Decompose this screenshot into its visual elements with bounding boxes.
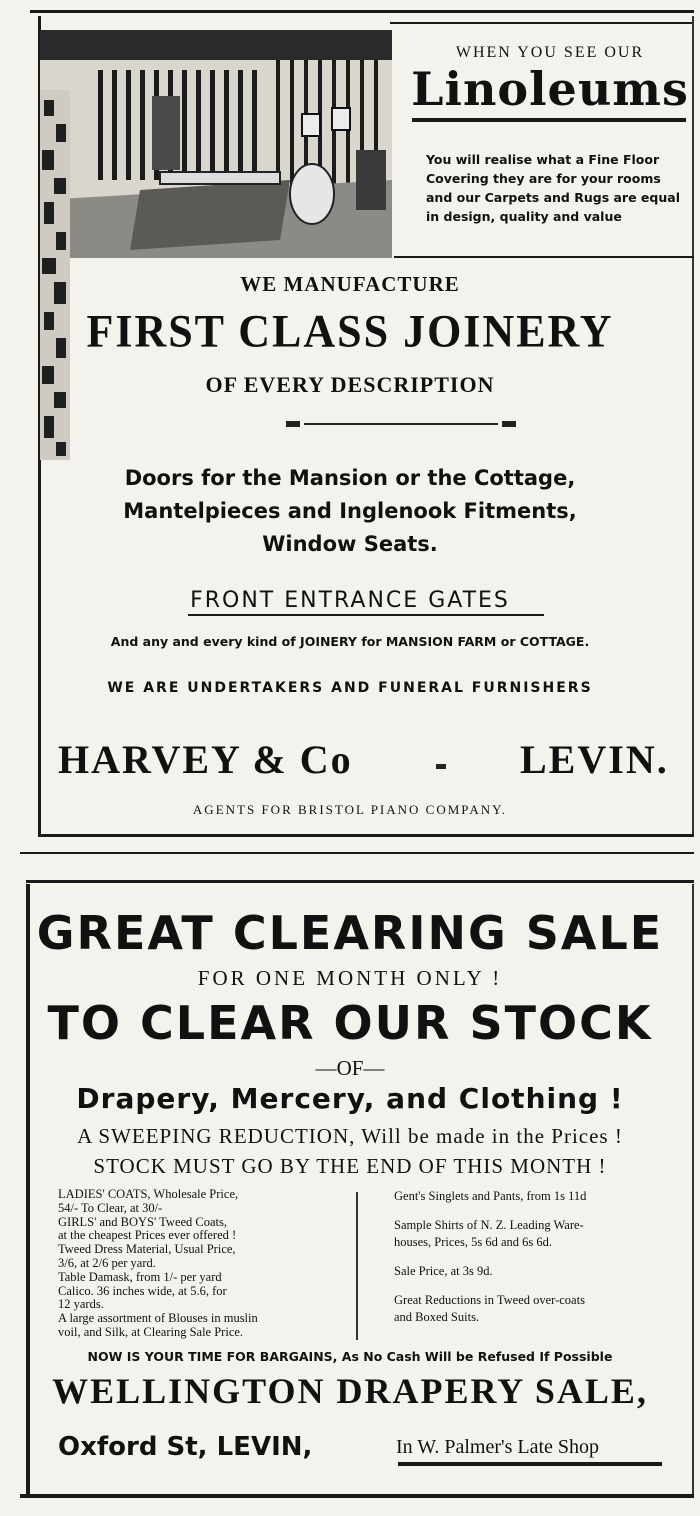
lino-heading: WHEN YOU SEE OUR xyxy=(455,44,645,61)
sale-headline: GREAT CLEARING SALE xyxy=(36,906,664,960)
lino-description xyxy=(426,150,691,226)
lino-text-line: in design, quality and value xyxy=(426,209,622,224)
divider-rule xyxy=(20,852,694,854)
bargains-line: NOW IS YOUR TIME FOR BARGAINS, As No Cash Will be Refused If Possible xyxy=(87,1349,613,1364)
sale-item-line: A large assortment of Blouses in muslin xyxy=(58,1311,258,1326)
stock-must-go-line: STOCK MUST GO BY THE END OF THIS MONTH ! xyxy=(93,1154,607,1178)
sale-item-line: Tweed Dress Material, Usual Price, xyxy=(58,1242,236,1257)
entrance-gates-line: FRONT ENTRANCE GATES xyxy=(190,588,510,613)
lino-title: Linoleums xyxy=(411,62,689,116)
sale-item-line: 54/- To Clear, at 30/- xyxy=(58,1200,163,1215)
gates-underline xyxy=(188,614,544,616)
joinery-scope-line: And any and every kind of JOINERY for MANSION FARM or COTTAGE. xyxy=(110,634,590,649)
top-rule xyxy=(30,10,694,13)
sale-items-left-column xyxy=(58,1188,350,1340)
lino-text-line: and our Carpets and Rugs are equal xyxy=(426,190,680,205)
product-line: Window Seats. xyxy=(262,532,438,556)
sale-item-line: GIRLS' and BOYS' Tweed Coats, xyxy=(58,1214,228,1229)
manufacture-line: WE MANUFACTURE xyxy=(240,272,460,296)
agents-line: AGENTS FOR BRISTOL PIANO COMPANY. xyxy=(192,802,508,817)
location-underline xyxy=(398,1462,662,1466)
joinery-subheadline: OF EVERY DESCRIPTION xyxy=(205,372,495,397)
firm-name: HARVEY & Co xyxy=(58,737,353,782)
store-name: WELLINGTON DRAPERY SALE, xyxy=(52,1371,648,1411)
one-month-line: FOR ONE MONTH ONLY ! xyxy=(197,966,503,990)
sale-item-line: 12 yards. xyxy=(58,1297,104,1312)
lino-text-line: Covering they are for your rooms xyxy=(426,171,661,186)
sweeping-reduction-line: A SWEEPING REDUCTION, Will be made in the Prices ! xyxy=(77,1124,623,1148)
ornamental-divider xyxy=(286,420,516,428)
firm-town: LEVIN. xyxy=(520,737,669,782)
sale-item-line: Calico. 36 inches wide, at 5.6, for xyxy=(58,1283,227,1298)
ad2-top-rule xyxy=(26,880,694,883)
product-line: Doors for the Mansion or the Cottage, xyxy=(124,466,576,490)
reductions-line: and Boxed Suits. xyxy=(394,1310,480,1324)
sale-item-line: 3/6, at 2/6 per yard. xyxy=(58,1255,156,1270)
sale-item-line: Table Damask, from 1/- per yard xyxy=(58,1269,222,1284)
room-interior-illustration xyxy=(40,30,392,258)
goods-line: Drapery, Mercery, and Clothing ! xyxy=(76,1082,624,1115)
sale-price-line: Sale Price, at 3s 9d. xyxy=(394,1264,493,1278)
reductions-line: Great Reductions in Tweed over-coats xyxy=(394,1293,585,1307)
store-location: In W. Palmer's Late Shop xyxy=(396,1436,600,1458)
store-address: Oxford St, LEVIN, xyxy=(58,1432,313,1462)
lino-box-bottom xyxy=(394,256,694,258)
shirts-line: houses, Prices, 5s 6d and 6s 6d. xyxy=(394,1235,552,1249)
name-separator xyxy=(436,764,446,769)
bottom-rule xyxy=(20,1494,694,1498)
joinery-products xyxy=(0,462,700,561)
lino-text-line: You will realise what a Fine Floor xyxy=(426,152,660,167)
shirts-line: Sample Shirts of N. Z. Leading Ware- xyxy=(394,1218,584,1232)
column-divider xyxy=(356,1192,358,1340)
singlets-line: Gent's Singlets and Pants, from 1s 11d xyxy=(394,1189,587,1203)
clear-stock-headline: TO CLEAR OUR STOCK xyxy=(47,996,653,1050)
joinery-headline: FIRST CLASS JOINERY xyxy=(86,305,614,358)
undertakers-line: WE ARE UNDERTAKERS AND FUNERAL FURNISHERS xyxy=(107,680,593,696)
sale-items-right-column xyxy=(394,1188,694,1326)
lino-underline xyxy=(412,118,686,122)
sale-item-line: LADIES' COATS, Wholesale Price, xyxy=(58,1187,239,1201)
ad1-bottom-rule xyxy=(38,834,694,837)
of-line: —OF— xyxy=(315,1056,385,1080)
sale-item-line: at the cheapest Prices ever offered ! xyxy=(58,1228,237,1243)
product-line: Mantelpieces and Inglenook Fitments, xyxy=(123,499,577,523)
sale-item-line: voil, and Silk, at Clearing Sale Price. xyxy=(58,1324,244,1339)
